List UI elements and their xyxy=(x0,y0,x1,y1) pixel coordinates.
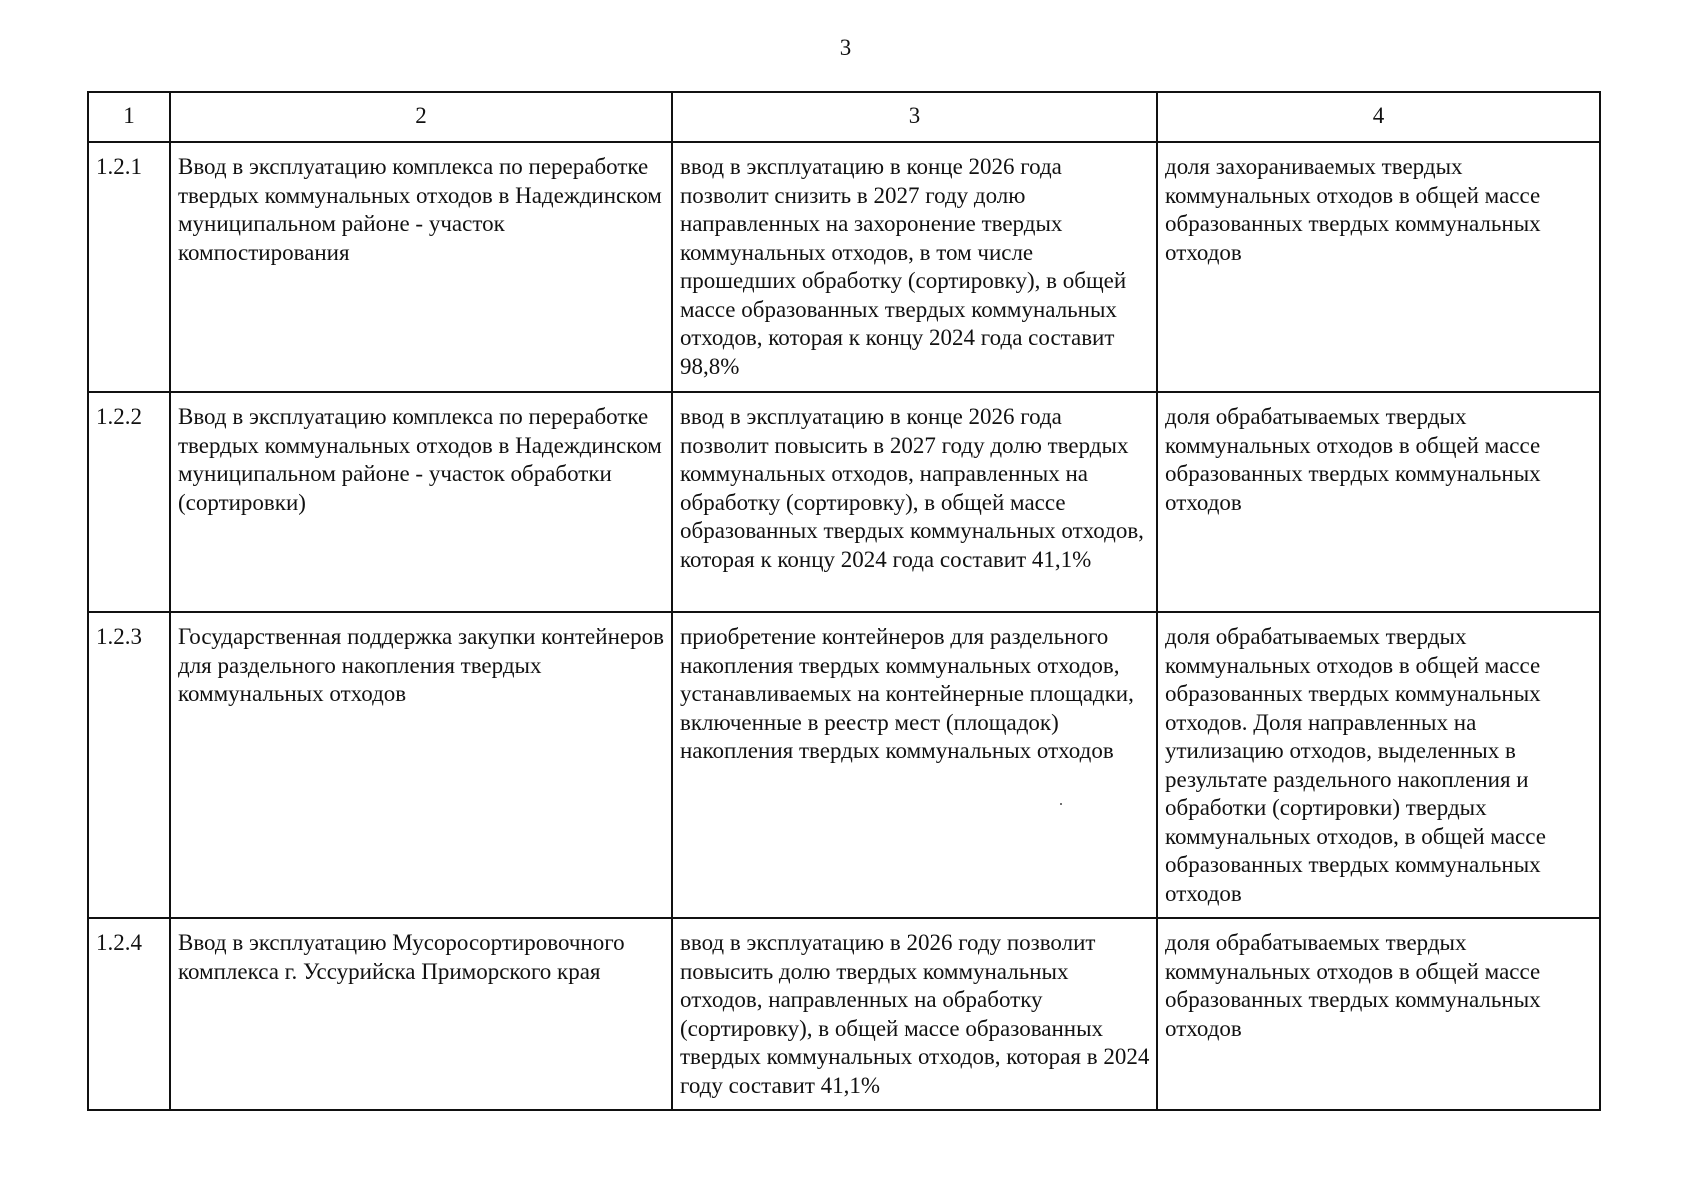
table-row xyxy=(88,918,1600,1110)
row-number: 1.2.1 xyxy=(88,142,170,392)
column-header-4: 4 xyxy=(1157,92,1600,142)
table-header-row xyxy=(88,92,1600,142)
measure-indicator: доля обрабатываемых твердых коммунальных отходов в общей массе образованных твердых коммунальных отходов xyxy=(1157,392,1600,612)
measure-name: Государственная поддержка закупки контейнеров для раздельного накопления твердых коммунальных отходов xyxy=(170,612,672,918)
column-header-3: 3 xyxy=(672,92,1157,142)
measure-effect: ввод в эксплуатацию в конце 2026 года позволит снизить в 2027 году долю направленных на захоронение твердых коммунальных отходов, в том числе прошедших обработку (сортировку), в общей массе образованных твердых коммунальных отходов, которая к концу 2024 года составит 98,8% xyxy=(672,142,1157,392)
measure-effect: ввод в эксплуатацию в конце 2026 года позволит повысить в 2027 году долю твердых коммунальных отходов, направленных на обработку (сортировку), в общей массе образованных твердых коммунальных отходов, которая к концу 2024 года составит 41,1% xyxy=(672,392,1157,612)
column-header-1: 1 xyxy=(88,92,170,142)
measure-effect: ввод в эксплуатацию в 2026 году позволит повысить долю твердых коммунальных отходов, направленных на обработку (сортировку), в общей массе образованных твердых коммунальных отходов, которая в 2024 году составит 41,1% xyxy=(672,918,1157,1110)
table-row xyxy=(88,142,1600,392)
row-number: 1.2.2 xyxy=(88,392,170,612)
scan-speck xyxy=(1060,803,1062,805)
table-row xyxy=(88,612,1600,918)
measure-name: Ввод в эксплуатацию комплекса по переработке твердых коммунальных отходов в Надеждинском муниципальном районе - участок обработки (сортировки) xyxy=(170,392,672,612)
measure-effect: приобретение контейнеров для раздельного накопления твердых коммунальных отходов, устанавливаемых на контейнерные площадки, включенные в реестр мест (площадок) накопления твердых коммунальных отходов xyxy=(672,612,1157,918)
measures-table xyxy=(87,91,1601,1111)
row-number: 1.2.4 xyxy=(88,918,170,1110)
row-number: 1.2.3 xyxy=(88,612,170,918)
measure-indicator: доля захораниваемых твердых коммунальных отходов в общей массе образованных твердых коммунальных отходов xyxy=(1157,142,1600,392)
measure-name: Ввод в эксплуатацию Мусоросортировочного комплекса г. Уссурийска Приморского края xyxy=(170,918,672,1110)
table-row xyxy=(88,392,1600,612)
column-header-2: 2 xyxy=(170,92,672,142)
measure-indicator: доля обрабатываемых твердых коммунальных отходов в общей массе образованных твердых коммунальных отходов. Доля направленных на утилизацию отходов, выделенных в результате раздельного накопления и обработки (сортировки) твердых коммунальных отходов, в общей массе образованных твердых коммунальных отходов xyxy=(1157,612,1600,918)
measure-indicator: доля обрабатываемых твердых коммунальных отходов в общей массе образованных твердых коммунальных отходов xyxy=(1157,918,1600,1110)
measure-name: Ввод в эксплуатацию комплекса по переработке твердых коммунальных отходов в Надеждинском муниципальном районе - участок компостирования xyxy=(170,142,672,392)
page-number: 3 xyxy=(839,35,852,60)
